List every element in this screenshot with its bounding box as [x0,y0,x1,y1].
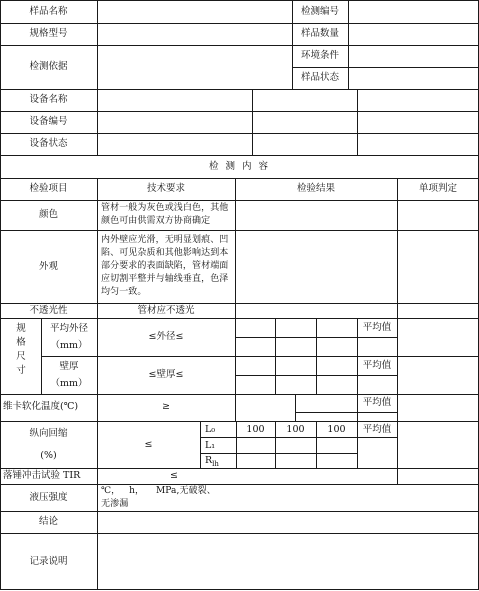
opacity-label: 不透光性 [29,305,68,316]
test-basis-label: 检测依据 [29,61,68,72]
color-requirement: 管材一般为灰色或浅白色，其他颜色可由供需双方协商确定 [101,203,229,226]
vicat-label: 维卡软化温度(℃) [3,401,79,412]
wall-thickness-requirement: ≤壁厚≤ [148,369,184,380]
equipment-name-label: 设备名称 [29,94,68,105]
vicat-average-label: 平均值 [362,397,392,408]
col-item-header: 检验项目 [29,183,68,194]
section-title: 检 测 内 容 [208,161,271,172]
conclusion-label: 结论 [38,516,58,527]
color-label: 颜色 [38,209,58,220]
equipment-state-label: 设备状态 [29,138,68,149]
reversion-requirement: ≤ [144,439,153,450]
l0-value-3: 100 [327,424,346,435]
reversion-average-label: 平均值 [362,424,392,435]
wall-average-label: 平均值 [362,360,392,371]
sample-state-label: 样品状态 [300,72,339,83]
equipment-number-label: 设备编号 [29,116,68,127]
col-requirement-header: 技术要求 [146,183,185,194]
test-no-label: 检测编号 [300,6,339,17]
l0-label: L₀ [205,424,216,435]
pressure-requirement: ℃， h， MPa,无破裂、无渗漏 [101,486,216,509]
col-result-header: 检验结果 [296,183,335,194]
avg-od-average-label: 平均值 [362,322,392,333]
reversion-unit: (%) [40,450,57,461]
wall-thickness-label: 壁厚（mm） [50,361,88,389]
vicat-requirement: ≥ [162,401,170,412]
l1-label: L₁ [205,440,216,451]
avg-od-requirement: ≤外径≤ [148,331,184,342]
env-condition-label: 环境条件 [300,50,339,61]
pressure-label: 液压强度 [29,492,68,503]
l0-value-1: 100 [246,424,265,435]
sample-qty-label: 样品数量 [300,28,339,39]
sample-name-label: 样品名称 [29,6,68,17]
opacity-requirement: 管材应不透光 [137,305,195,316]
avg-od-label: 平均外径（mm） [49,323,88,351]
l0-value-2: 100 [286,424,305,435]
reversion-label: 纵向回缩 [29,428,68,439]
record-label: 记录说明 [29,556,68,567]
spec-model-label: 规格型号 [29,28,68,39]
col-verdict-header: 单项判定 [418,183,457,194]
drop-test-label: 落锤冲击试验 TIR [3,470,81,481]
drop-test-requirement: ≤ [170,470,178,481]
rlh-label: $R_{lh}$ [205,455,219,468]
size-group-label: 规格尺寸 [16,323,26,376]
appearance-requirement: 内外壁应光滑，无明显划痕、凹陷、可见杂质和其他影响达到本部分要求的表面缺陷，管材端面应切割平整并与轴线垂直，色泽均匀一致。 [101,235,229,297]
appearance-label: 外观 [38,261,58,272]
